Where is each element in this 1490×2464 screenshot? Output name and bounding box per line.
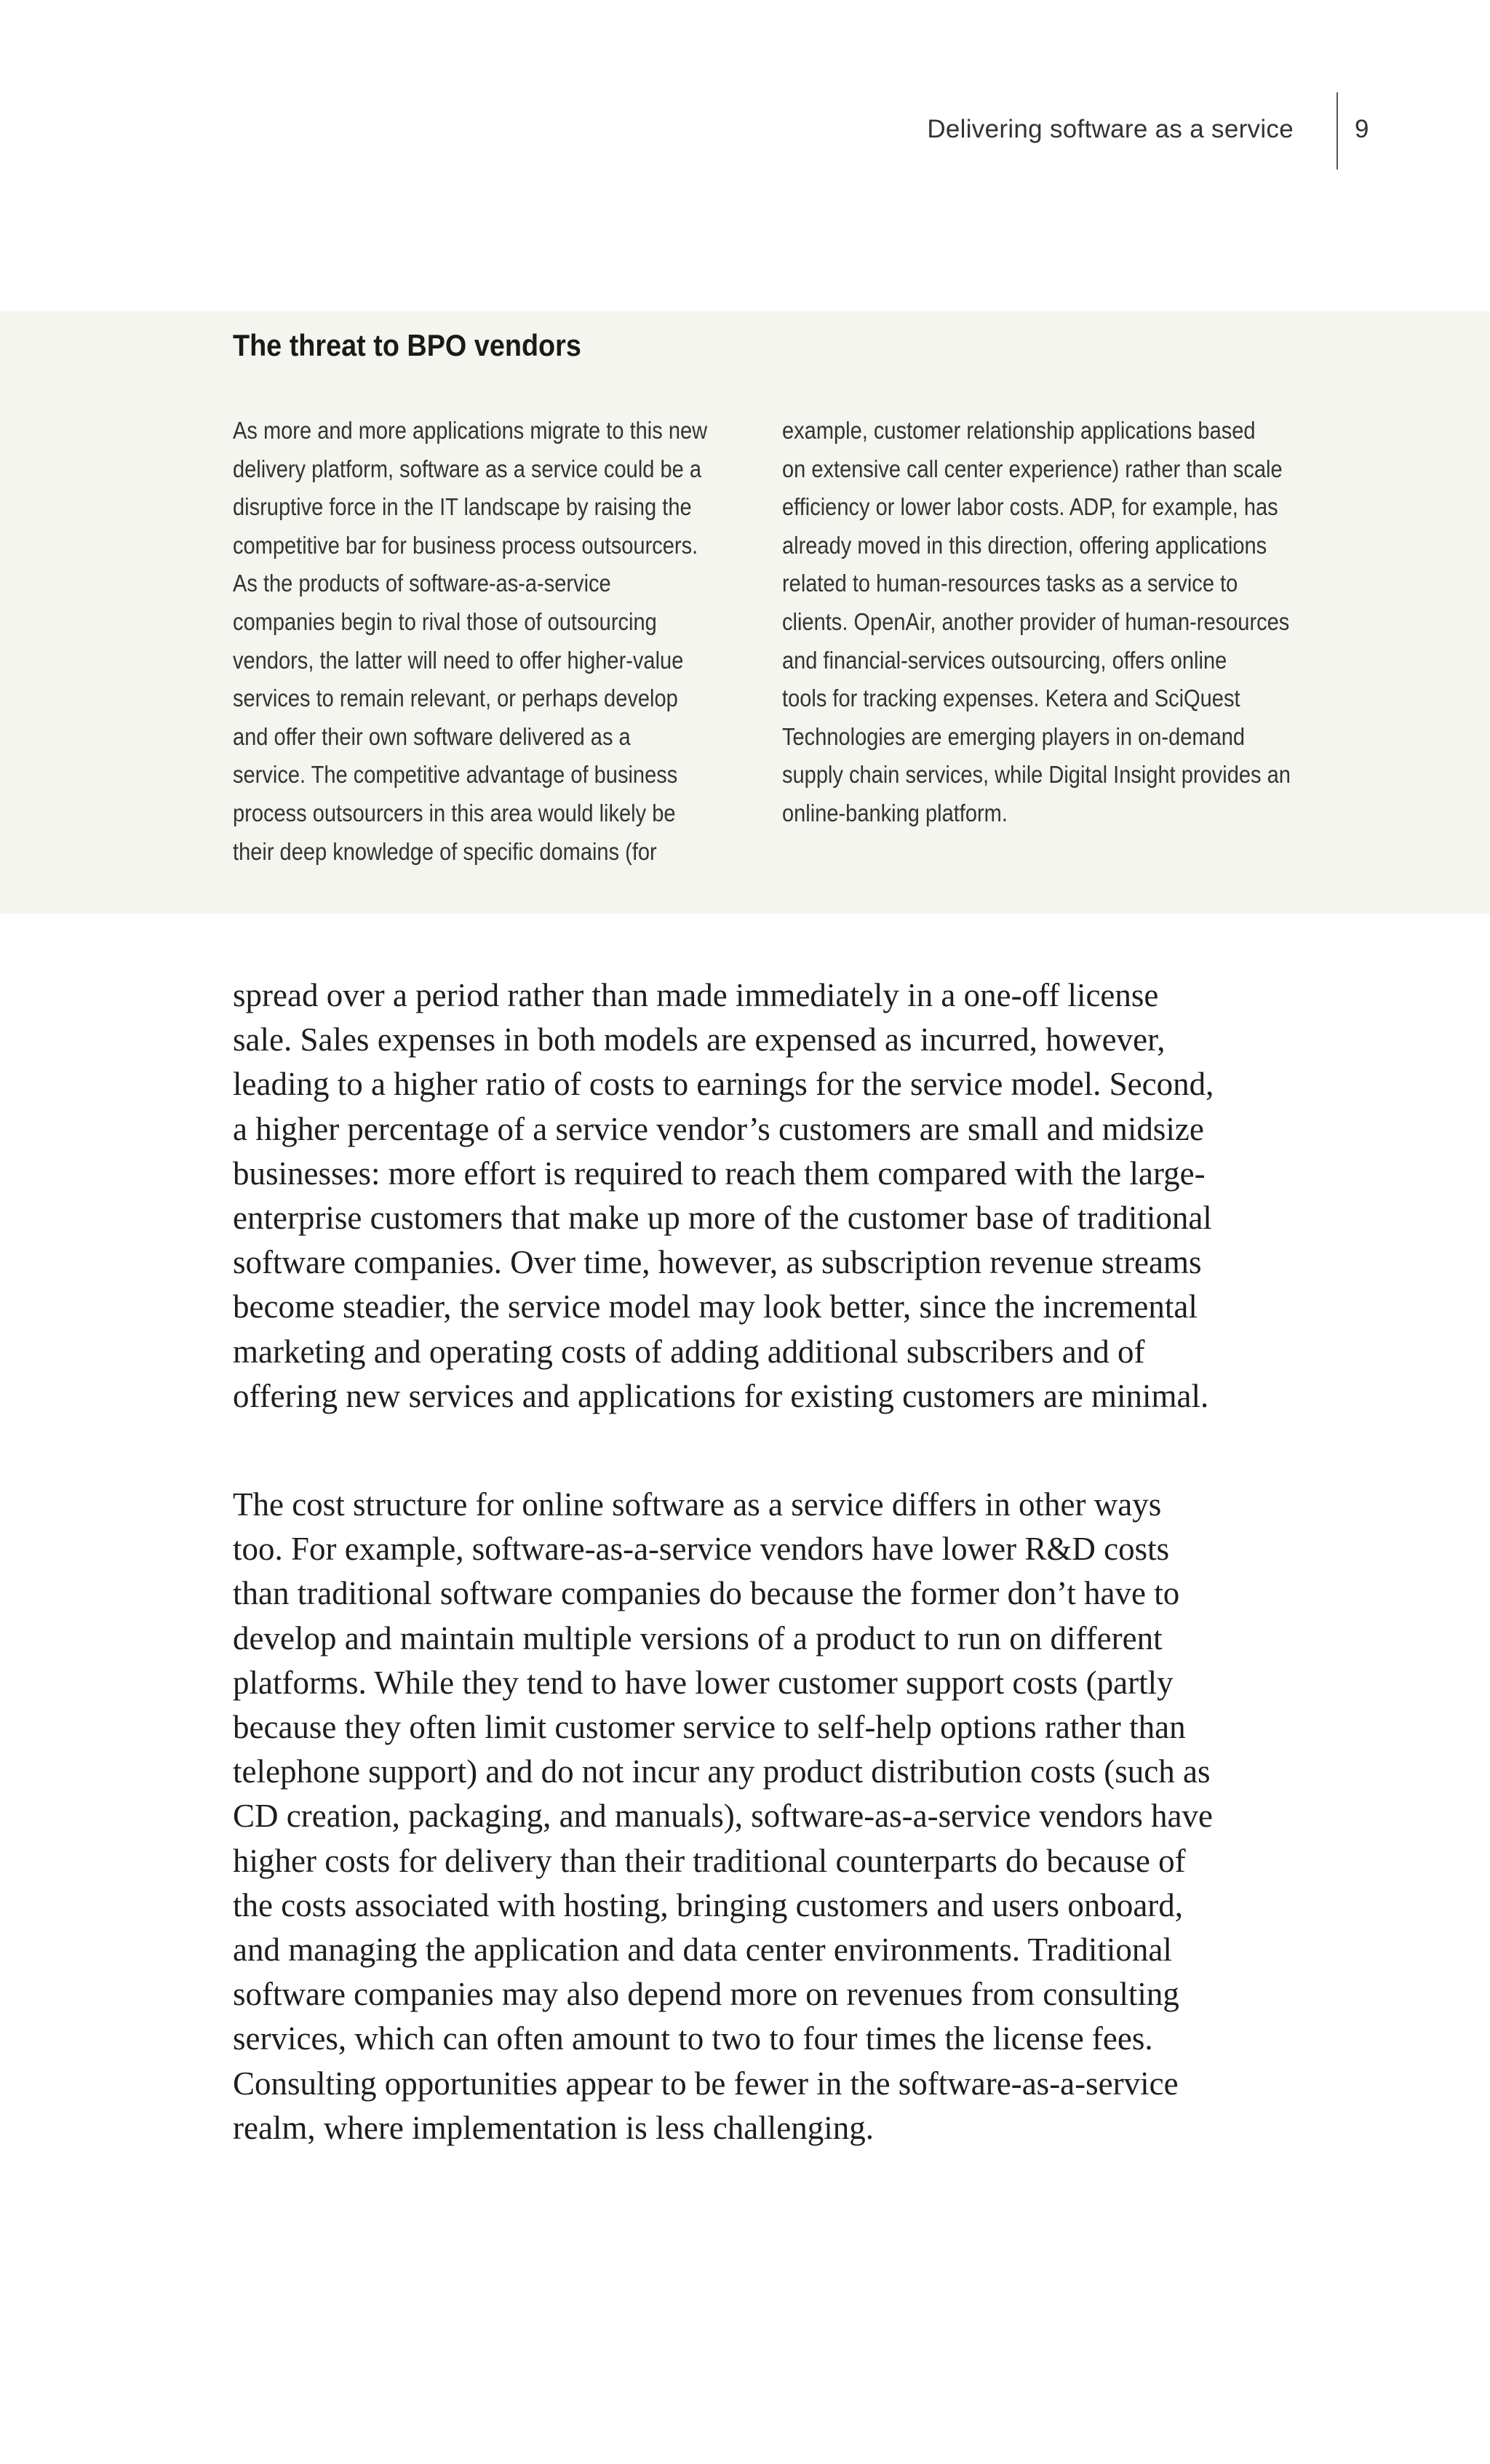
- body-line: platforms. While they tend to have lower customer support costs (partly: [233, 1664, 1174, 1701]
- sidebar-line: and offer their own software delivered as a: [233, 722, 631, 750]
- body-line: software companies. Over time, however, as subscription revenue streams: [233, 1244, 1202, 1281]
- body-line: offering new services and applications for existing customers are minimal.: [233, 1377, 1209, 1414]
- body-line: the costs associated with hosting, bringing customers and users onboard,: [233, 1886, 1184, 1923]
- sidebar-line: already moved in this direction, offering applications: [782, 531, 1267, 559]
- body-paragraph-1: [233, 973, 1214, 1419]
- sidebar-line: competitive bar for business process outsourcers.: [233, 531, 698, 559]
- sidebar-line: Technologies are emerging players in on-demand: [782, 722, 1246, 750]
- body-line: than traditional software companies do because the former don’t have to: [233, 1575, 1180, 1612]
- sidebar-line: delivery platform, software as a service could be a: [233, 455, 702, 482]
- sidebar-line: efficiency or lower labor costs. ADP, for example, has: [782, 493, 1278, 521]
- body-line: and managing the application and data center environments. Traditional: [233, 1931, 1172, 1969]
- body-line: realm, where implementation is less challenging.: [233, 2109, 874, 2146]
- sidebar-line: their deep knowledge of specific domains (for: [233, 837, 657, 865]
- body-line: telephone support) and do not incur any product distribution costs (such as: [233, 1753, 1211, 1790]
- sidebar-line: vendors, the latter will need to offer higher-value: [233, 646, 684, 674]
- sidebar-line: example, customer relationship applications based: [782, 417, 1256, 444]
- body-line: enterprise customers that make up more of the customer base of traditional: [233, 1200, 1212, 1237]
- body-paragraph-2: [233, 1483, 1213, 2150]
- sidebar-line: disruptive force in the IT landscape by raising the: [233, 493, 692, 521]
- sidebar-line: services to remain relevant, or perhaps develop: [233, 685, 678, 712]
- sidebar-line: and financial-services outsourcing, offers online: [782, 646, 1227, 674]
- sidebar-line: related to human-resources tasks as a service to: [782, 570, 1238, 597]
- sidebar-title: The threat to BPO vendors: [233, 328, 581, 362]
- sidebar-column-left: [233, 412, 707, 871]
- body-line: become steadier, the service model may look better, since the incremental: [233, 1288, 1198, 1325]
- sidebar-line: As more and more applications migrate to this new: [233, 417, 708, 444]
- page-number: 9: [1355, 115, 1369, 143]
- sidebar-line: on extensive call center experience) rather than scale: [782, 455, 1283, 482]
- header-divider: [1336, 92, 1338, 170]
- running-header-title: Delivering software as a service: [927, 115, 1294, 143]
- body-line: marketing and operating costs of adding additional subscribers and of: [233, 1333, 1145, 1370]
- sidebar-line: supply chain services, while Digital Insight provides an: [782, 761, 1291, 789]
- sidebar-line: As the products of software-as-a-service: [233, 570, 611, 597]
- body-line: too. For example, software-as-a-service vendors have lower R&D costs: [233, 1531, 1170, 1568]
- sidebar-column-right: [782, 412, 1291, 833]
- sidebar-line: clients. OpenAir, another provider of human-resources: [782, 607, 1290, 635]
- body-line: develop and maintain multiple versions of a product to run on different: [233, 1619, 1163, 1656]
- body-line: businesses: more effort is required to reach them compared with the large-: [233, 1155, 1206, 1192]
- body-line: The cost structure for online software as a service differs in other ways: [233, 1486, 1162, 1523]
- body-line: services, which can often amount to two to four times the license fees.: [233, 2020, 1153, 2057]
- body-line: because they often limit customer service to self-help options rather than: [233, 1709, 1186, 1746]
- body-line: leading to a higher ratio of costs to earnings for the service model. Second,: [233, 1066, 1214, 1103]
- sidebar-line: tools for tracking expenses. Ketera and SciQuest: [782, 685, 1240, 712]
- body-line: sale. Sales expenses in both models are expensed as incurred, however,: [233, 1021, 1166, 1058]
- sidebar-line: online-banking platform.: [782, 799, 1008, 826]
- body-line: software companies may also depend more on revenues from consulting: [233, 1976, 1179, 2013]
- body-line: Consulting opportunities appear to be fewer in the software-as-a-service: [233, 2065, 1179, 2102]
- body-line: higher costs for delivery than their traditional counterparts do because of: [233, 1842, 1186, 1879]
- body-line: a higher percentage of a service vendor’s customers are small and midsize: [233, 1110, 1204, 1147]
- sidebar-line: companies begin to rival those of outsourcing: [233, 607, 657, 635]
- body-line: spread over a period rather than made immediately in a one-off license: [233, 977, 1159, 1013]
- body-line: CD creation, packaging, and manuals), software-as-a-service vendors have: [233, 1798, 1213, 1835]
- sidebar-line: process outsourcers in this area would likely be: [233, 799, 676, 826]
- sidebar-line: service. The competitive advantage of business: [233, 761, 678, 789]
